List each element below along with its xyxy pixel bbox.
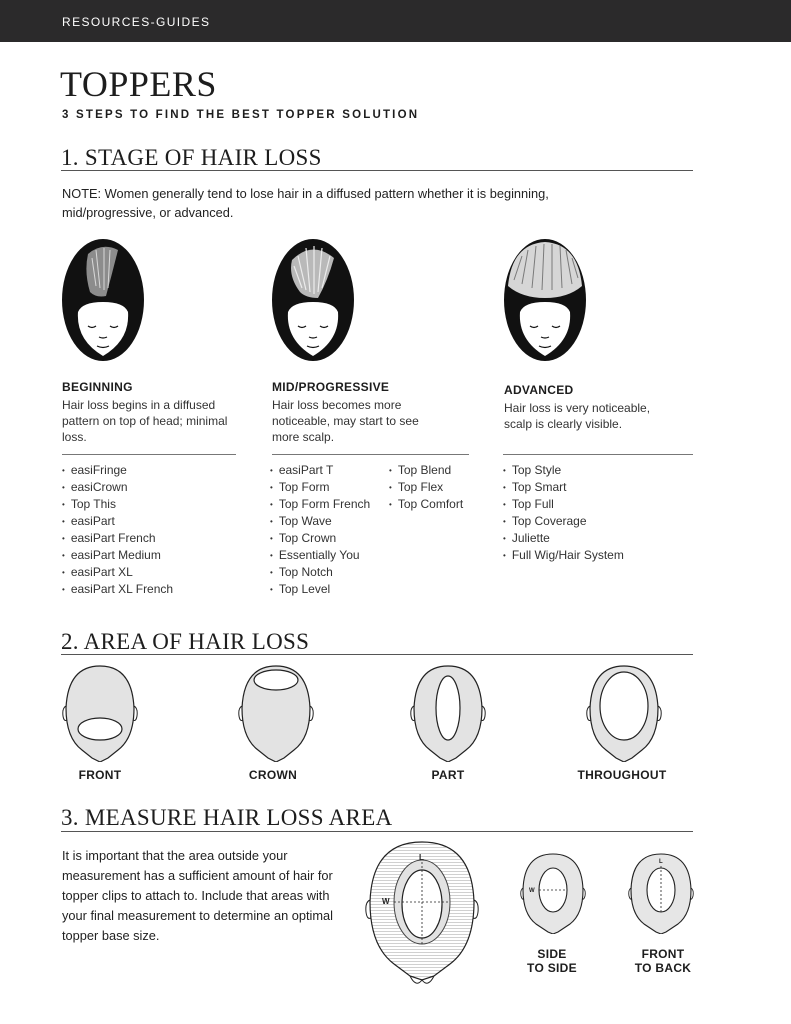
area-label-throughout: THROUGHOUT <box>577 768 667 782</box>
section1-title: 1. STAGE OF HAIR LOSS <box>61 145 322 170</box>
stage-mid-progressive-rule <box>272 454 469 455</box>
measure-side-line2: TO SIDE <box>527 961 577 975</box>
list-item: • Top Form French <box>270 496 370 513</box>
list-item: • Top Crown <box>270 530 370 547</box>
list-item: • easiPart <box>62 513 173 530</box>
header-label: RESOURCES-GUIDES <box>62 15 211 29</box>
area-label-crown: CROWN <box>248 768 298 782</box>
list-item: • Full Wig/Hair System <box>503 547 624 564</box>
measure-side-line1: SIDE <box>537 947 567 961</box>
stage-beginning-description: Hair loss begins in a diffused pattern on top of head; minimal loss. <box>62 398 228 444</box>
stage-mid-progressive-product-list-2 <box>389 462 463 513</box>
list-item: • Top Blend <box>389 462 463 479</box>
beginning-head-illustration <box>60 236 146 364</box>
list-item: • Top Comfort <box>389 496 463 513</box>
part-area-diagram <box>408 662 488 762</box>
throughout-area-diagram <box>584 662 664 762</box>
measure-main-head-diagram <box>364 838 484 988</box>
section3-rule <box>61 831 693 832</box>
list-item: • Top Form <box>270 479 370 496</box>
list-item: • easiPart French <box>62 530 173 547</box>
list-item: • Top Flex <box>389 479 463 496</box>
area-label-front: FRONT <box>78 768 122 782</box>
list-item: • easiFringe <box>62 462 173 479</box>
front-length-label: L <box>659 859 663 865</box>
measure-front-line2: TO BACK <box>634 961 692 975</box>
page-title: TOPPERS <box>60 64 217 104</box>
list-item: • easiCrown <box>62 479 173 496</box>
list-item: • Top Level <box>270 581 370 598</box>
list-item: • Top Coverage <box>503 513 624 530</box>
list-item: • Top Wave <box>270 513 370 530</box>
stage-mid-progressive-description: Hair loss becomes more noticeable, may start to see more scalp. <box>272 398 419 444</box>
measure-width-label: W <box>382 897 390 906</box>
header-bar <box>0 0 791 42</box>
front-area-diagram <box>60 662 140 762</box>
stage-advanced-description: Hair loss is very noticeable, scalp is clearly visible. <box>504 401 651 431</box>
list-item: • Top Smart <box>503 479 624 496</box>
advanced-head-illustration <box>502 236 588 364</box>
stage-advanced-rule <box>503 454 693 455</box>
stage-advanced-heading: ADVANCED <box>504 383 574 397</box>
list-item: • easiPart Medium <box>62 547 173 564</box>
side-width-label: W <box>529 888 535 894</box>
list-item: • Essentially You <box>270 547 370 564</box>
mid-progressive-head-illustration <box>270 236 356 364</box>
list-item: • Top Full <box>503 496 624 513</box>
stage-beginning-rule <box>62 454 236 455</box>
section3-text: It is important that the area outside your measurement has a sufficient amount of hair for topper clips to attach to. Include that areas with your final measurement to determine an optimal topper base size. <box>62 848 334 943</box>
crown-area-diagram <box>236 662 316 762</box>
section3-title: 3. MEASURE HAIR LOSS AREA <box>61 805 393 830</box>
stage-beginning-heading: BEGINNING <box>62 380 133 394</box>
measure-front-to-back-label <box>618 947 708 975</box>
section2-title: 2. AREA OF HAIR LOSS <box>61 629 310 654</box>
front-to-back-diagram <box>628 852 694 934</box>
list-item: • easiPart XL French <box>62 581 173 598</box>
list-item: • easiPart T <box>270 462 370 479</box>
list-item: • Juliette <box>503 530 624 547</box>
stage-mid-progressive-heading: MID/PROGRESSIVE <box>272 380 390 394</box>
list-item: • Top Style <box>503 462 624 479</box>
side-to-side-diagram <box>520 852 586 934</box>
measure-front-line1: FRONT <box>641 947 685 961</box>
stage-beginning-product-list <box>62 462 173 598</box>
measure-length-label: L <box>419 853 424 862</box>
measure-side-to-side-label <box>507 947 597 975</box>
page-subtitle: 3 STEPS TO FIND THE BEST TOPPER SOLUTION <box>62 109 420 121</box>
list-item: • Top This <box>62 496 173 513</box>
section1-note: NOTE: Women generally tend to lose hair in a diffused pattern whether it is beginning, mid/progressive, or advanced. <box>62 186 549 220</box>
stage-mid-progressive-product-list <box>270 462 370 598</box>
section1-rule <box>61 170 693 171</box>
section2-rule <box>61 654 693 655</box>
area-label-part: PART <box>431 768 465 782</box>
list-item: • Top Notch <box>270 564 370 581</box>
stage-advanced-product-list <box>503 462 624 564</box>
list-item: • easiPart XL <box>62 564 173 581</box>
